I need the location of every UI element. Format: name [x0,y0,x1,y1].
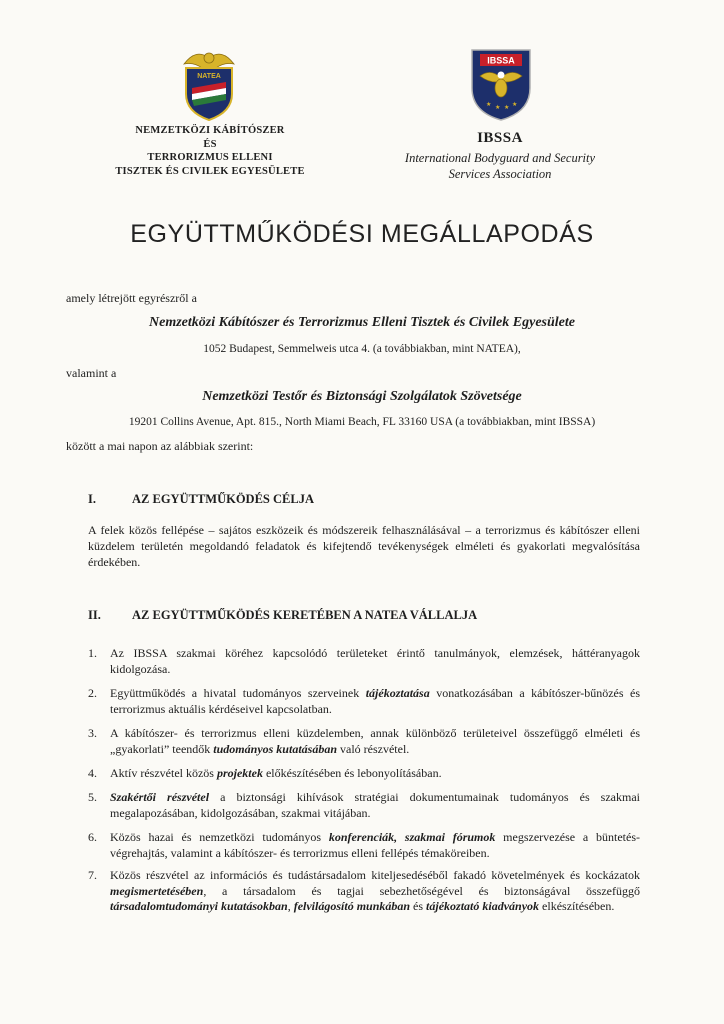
text-run: a biztonsági kihívások stratégiai dokumentumainak tudományos és szakmai megalapozásában, kidolgozásában, szakmai vitájában. [110,790,640,820]
text-run: megszervezése a büntetés-végrehajtás, valamint a kábítószer- és terrorizmus elleni fellépés témaköreiben. [110,830,640,860]
text-run: Közös hazai és nemzetközi tudományos [110,830,329,844]
list-item-number: 6. [88,830,97,844]
list-item [88,868,640,915]
list-item [88,686,640,717]
text-run: Aktív részvétel közös [110,766,217,780]
party-1-name: Nemzetközi Kábítószer és Terrorizmus Elleni Tisztek és Civilek Egyesülete [149,315,575,330]
ibssa-logo [466,42,536,122]
svg-text:★: ★ [486,101,492,108]
emphasized-text: felvilágosító munkában [293,899,411,913]
list-item-number: 4. [88,766,97,780]
text-run: Közös részvétel az információs és tudástársadalom kiteljesedéséből fakadó követelmények és kockázatok [110,868,640,882]
list-item-text [110,766,640,782]
natea-org-line: TISZTEK ÉS CIVILEK EGYESÜLETE [115,165,305,177]
svg-text:★: ★ [512,101,518,108]
section-2-heading [88,608,477,623]
intro-line-1: amely létrejött egyrészről a [66,291,197,305]
emphasized-text: Szakértői részvétel [110,790,210,804]
list-item-text [110,790,640,821]
ibssa-org-sub-line: Services Association [448,167,552,181]
list-item [88,830,640,861]
intro-line-3: között a mai napon az alábbiak szerint: [66,439,254,453]
section-1-title: AZ EGYÜTTMŰKÖDÉS CÉLJA [132,492,314,506]
document-title: EGYÜTTMŰKÖDÉSI MEGÁLLAPODÁS [130,220,594,248]
text-run: , [287,899,294,913]
natea-org-line: ÉS [203,138,217,150]
list-item [88,726,640,757]
list-item-number: 1. [88,646,97,660]
ibssa-org-title: IBSSA [477,130,523,146]
section-2-number: II. [88,608,101,622]
text-run: , a társadalom és tagjai sebezhetőségével és biztonságával összefüggő [203,883,640,898]
list-item-number: 5. [88,790,97,804]
section-1-text: A felek közös fellépése – sajátos eszközeik és módszereik felhasználásával – a terrorizmus és kábítószer elleni küzdelem területén megoldandó feladatok és kifejtendő tevékenységek elméleti és gyakorlati megvalósítása érdekében. [88,523,640,569]
text-run: A kábítószer- és terrorizmus elleni küzdelemben, annak különböző területeivel összefüggő elméleti és „gyakorlati” teendők [110,726,640,756]
svg-text:★: ★ [495,104,501,111]
natea-org-line: NEMZETKÖZI KÁBÍTÓSZER [135,125,285,136]
text-run: való részvétel. [337,741,410,756]
emphasized-text: konferenciák, szakmai fórumok [328,830,496,844]
text-run: és [410,899,427,913]
ibssa-org-sub-line: International Bodyguard and Security [404,151,596,165]
section-2-title: AZ EGYÜTTMŰKÖDÉS KERETÉBEN A NATEA VÁLLALJA [132,608,478,622]
emphasized-text: projektek [216,766,263,780]
list-item-text [110,646,640,677]
natea-logo-text: NATEA [197,73,221,80]
party-1-address: 1052 Budapest, Semmelweis utca 4. (a továbbiakban, mint NATEA), [203,343,521,355]
text-run: vonatkozásában a kábítószer-bűnözés és terrorizmus aktuális kérdéseivel kapcsolatban. [110,686,640,716]
list-item-text [110,686,640,717]
ibssa-org-subtitle [370,150,630,182]
list-item-number: 7. [88,868,97,882]
natea-logo [176,44,242,122]
emphasized-text: társadalomtudományi kutatásokban [110,899,288,913]
list-item-number: 2. [88,686,97,700]
party-2-name: Nemzetközi Testőr és Biztonsági Szolgálatok Szövetsége [202,389,522,404]
text-run: Együttműködés a hivatal tudományos szerveinek [110,686,366,700]
emphasized-text: tudományos kutatásában [213,741,337,756]
list-item-text [110,868,640,915]
party-2-address: 19201 Collins Avenue, Apt. 815., North Miami Beach, FL 33160 USA (a továbbiakban, mint IBSSA) [128,416,596,428]
section-1-heading [88,492,314,507]
section-1-number: I. [88,492,96,506]
ibssa-logo-text: IBSSA [487,55,515,66]
intro-line-2: valamint a [66,366,117,380]
text-run: elkészítésében. [539,899,615,913]
list-item [88,646,640,677]
emphasized-text: tájékoztatása [365,686,430,700]
svg-text:★: ★ [504,104,510,111]
list-item [88,766,640,782]
list-item-number: 3. [88,726,97,740]
list-item [88,790,640,821]
natea-org-name [100,124,320,178]
natea-org-line: TERRORIZMUS ELLENI [147,152,273,163]
emphasized-text: tájékoztató kiadványok [426,899,540,913]
emphasized-text: megismertetésében [110,883,204,898]
list-item-text [110,830,640,861]
text-run: Az IBSSA szakmai köréhez kapcsolódó területeket érintő tanulmányok, elemzések, háttéranyagok kidolgozása. [110,646,640,676]
list-item-text [110,726,640,757]
text-run: előkészítésében és lebonyolításában. [262,766,442,780]
